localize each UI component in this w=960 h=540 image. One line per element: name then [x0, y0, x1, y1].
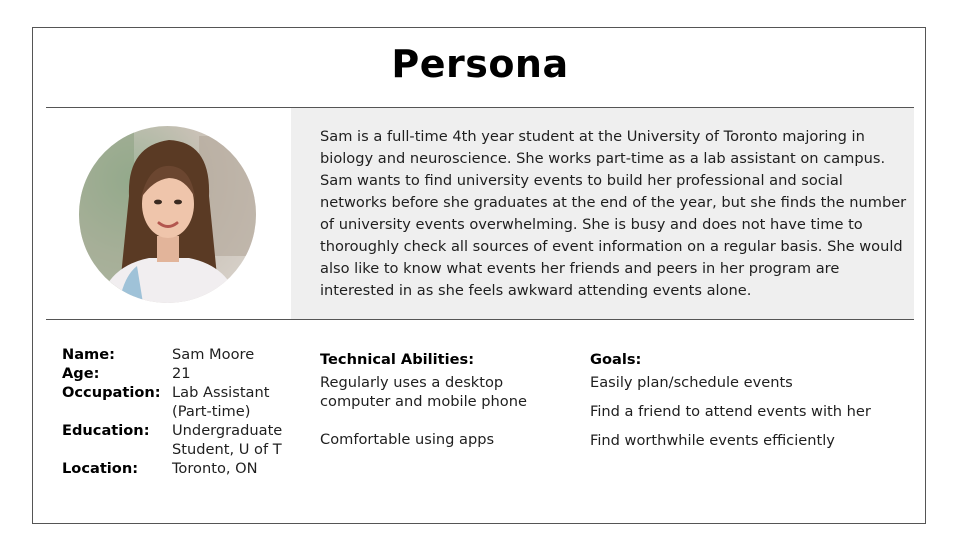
detail-name [62, 345, 302, 364]
detail-label: Age: [62, 365, 100, 382]
detail-age [62, 364, 302, 383]
detail-label: Location: [62, 460, 139, 477]
detail-label: Name: [62, 346, 116, 363]
detail-education [62, 421, 302, 459]
goals [590, 350, 910, 460]
technical-item: Regularly uses a desktop computer and mobile phone [320, 374, 527, 410]
persona-details [62, 345, 302, 478]
detail-value: Undergraduate Student, U of T [172, 422, 283, 458]
goal-item: Find worthwhile events efficiently [590, 432, 835, 449]
divider-bottom [46, 319, 914, 320]
detail-location [62, 459, 302, 478]
detail-value: 21 [172, 365, 191, 382]
page-title: Persona [391, 42, 569, 86]
detail-value: Sam Moore [172, 346, 255, 363]
detail-value: Lab Assistant (Part-time) [172, 384, 270, 420]
persona-photo [79, 126, 256, 303]
goal-item: Find a friend to attend events with her [590, 403, 871, 420]
technical-abilities [320, 350, 560, 468]
detail-label: Education: [62, 422, 150, 439]
technical-item: Comfortable using apps [320, 431, 495, 448]
goals-heading: Goals: [590, 351, 642, 368]
technical-heading: Technical Abilities: [320, 351, 475, 368]
avatar [79, 126, 256, 303]
goal-item: Easily plan/schedule events [590, 374, 793, 391]
detail-occupation [62, 383, 302, 421]
detail-label: Occupation: [62, 384, 161, 401]
detail-value: Toronto, ON [172, 460, 258, 477]
bio-text: Sam is a full-time 4th year student at the University of Toronto majoring in biology and neuroscience. She works part-time as a lab assistant on campus. Sam wants to find university events to build her professional and social networks before she graduates at the end of the year, but she finds the number of university events overwhelming. She is busy and does not have time to thoroughly check all sources of event information on a regular basis. She would also like to know what events her friends and peers in her program are interested in as she feels awkward attending events alone. [320, 128, 907, 299]
